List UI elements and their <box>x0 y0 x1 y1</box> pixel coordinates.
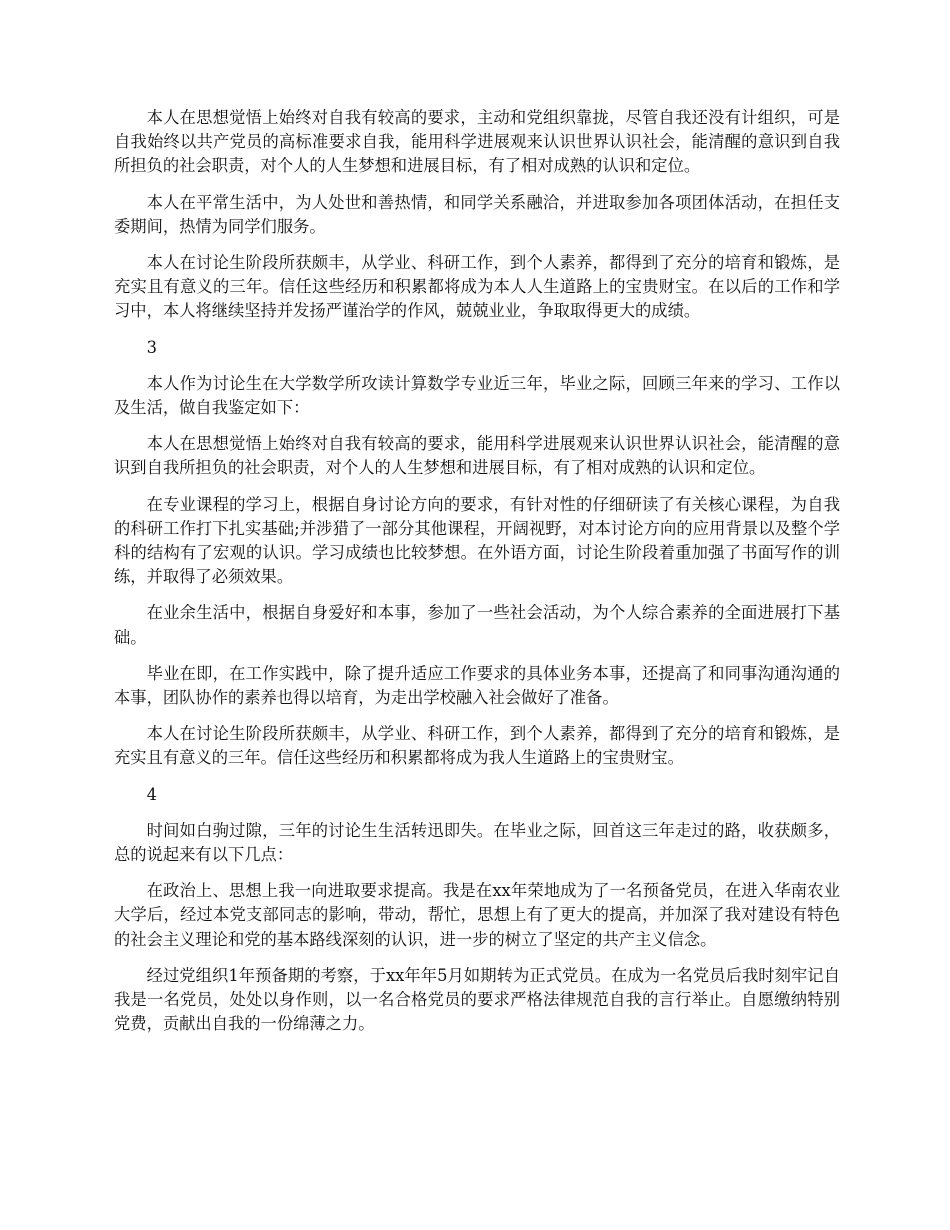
paragraph-5: 本人在思想觉悟上始终对自我有较高的要求，能用科学进展观来认识世界认识社会，能清醒的意识到自我所担负的社会职责，对个人的人生梦想和进展目标，有了相对成熟的认识和定位。 <box>114 434 840 478</box>
paragraph-11: 在政治上、思想上我一向进取要求提高。我是在xx年荣地成为了一名预备党员，在进入华南农业大学后，经过本党支部同志的影响，带动，帮忙，思想上有了更大的提高，并加深了我对建设有特色的社会主义理论和党的基本路线深刻的认识，进一步的树立了坚定的共产主义信念。 <box>114 881 840 949</box>
paragraph-2: 本人在平常生活中，为人处世和善热情，和同学关系融洽，并进取参加各项团体活动，在担任支委期间，热情为同学们服务。 <box>114 192 840 236</box>
section-number-4: 4 <box>146 784 157 804</box>
document-page <box>114 106 840 1049</box>
paragraph-4: 本人作为讨论生在大学数学所攻读计算数学专业近三年，毕业之际，回顾三年来的学习、工作以及生活，做自我鉴定如下： <box>114 373 840 418</box>
paragraph-1: 本人在思想觉悟上始终对自我有较高的要求，主动和党组织靠拢，尽管自我还没有计组织，可是自我始终以共产党员的高标准要求自我，能用科学进展观来认识世界认识社会，能清醒的意识到自我所担负的社会职责，对个人的人生梦想和进展目标，有了相对成熟的认识和定位。 <box>114 108 840 176</box>
paragraph-3: 本人在讨论生阶段所获颇丰，从学业、科研工作，到个人素养，都得到了充分的培育和锻炼，是充实且有意义的三年。信任这些经历和积累都将成为本人人生道路上的宝贵财宝。在以后的工作和学习中，本人将继续坚持并发扬严谨治学的作风，兢兢业业，争取取得更大的成绩。 <box>114 253 840 321</box>
paragraph-8: 毕业在即，在工作实践中，除了提升适应工作要求的具体业务本事，还提高了和同事沟通沟通的本事，团队协作的素养也得以培育，为走出学校融入社会做好了准备。 <box>114 663 840 708</box>
paragraph-12: 经过党组织1年预备期的考察，于xx年年5月如期转为正式党员。在成为一名党员后我时刻牢记自我是一名党员，处处以身作则，以一名合格党员的要求严格法律规范自我的言行举止。自愿缴纳特别党费，贡献出自我的一份绵薄之力。 <box>114 965 840 1034</box>
paragraph-10: 时间如白驹过隙，三年的讨论生生活转迅即失。在毕业之际，回首这三年走过的路，收获颇多，总的说起来有以下几点： <box>114 820 840 865</box>
section-number-3: 3 <box>146 337 157 357</box>
paragraph-9: 本人在讨论生阶段所获颇丰，从学业、科研工作，到个人素养，都得到了充分的培育和锻炼，是充实且有意义的三年。信任这些经历和积累都将成为我人生道路上的宝贵财宝。 <box>114 724 840 768</box>
paragraph-6: 在专业课程的学习上，根据自身讨论方向的要求，有针对性的仔细研读了有关核心课程，为自我的科研工作打下扎实基础;并涉猎了一部分其他课程，开阔视野，对本讨论方向的应用背景以及整个学科的结构有了宏观的认识。学习成绩也比较梦想。在外语方面，讨论生阶段着重加强了书面写作的训练，并取得了必须效果。 <box>114 494 840 587</box>
paragraph-7: 在业余生活中，根据自身爱好和本事，参加了一些社会活动，为个人综合素养的全面进展打下基础。 <box>114 603 840 647</box>
